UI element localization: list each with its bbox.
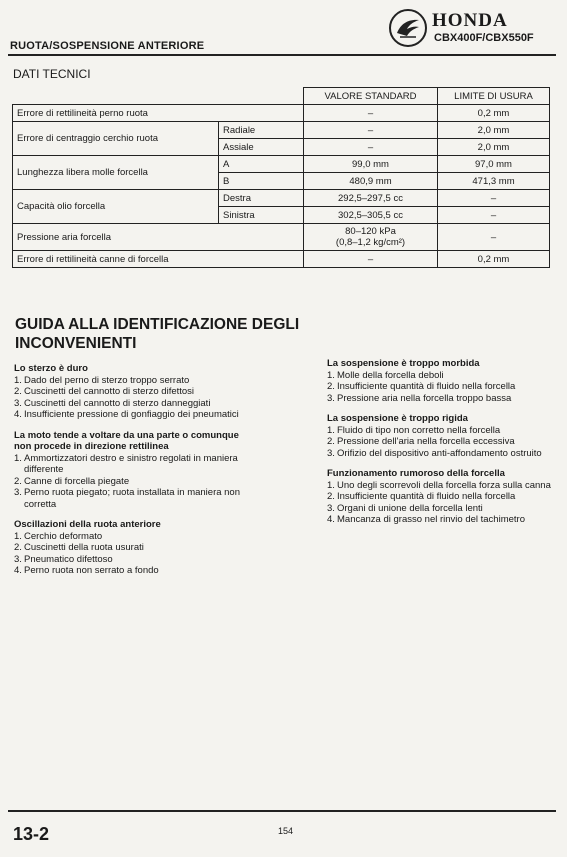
symptom-title: Funzionamento rumoroso della forcella [327,468,505,479]
table-row [13,156,550,173]
cause-text: Pneumatico difettoso [24,553,113,565]
row-limit: – [438,224,550,251]
cause-item [14,453,244,476]
row-sublabel: Assiale [219,139,304,156]
row-sublabel: Radiale [219,122,304,139]
cause-list [14,453,244,511]
row-sublabel: A [219,156,304,173]
cause-text: Orifizio del dispositivo anti-affondamento ostruito [337,447,542,459]
cause-number: 3. [327,447,335,459]
cause-list [327,480,557,526]
cause-item [327,393,557,405]
cause-text: Canne di forcella piegate [24,475,130,487]
cause-number: 2. [327,491,335,502]
cause-text: Perno ruota non serrato a fondo [24,565,159,576]
row-standard: 302,5–305,5 cc [304,207,438,224]
cause-number: 2. [14,542,22,553]
symptom-group [14,430,244,511]
symptom-group [327,413,557,459]
row-standard: 480,9 mm [304,173,438,190]
row-limit: 471,3 mm [438,173,550,190]
specs-table [12,87,550,268]
row-limit: 97,0 mm [438,156,550,173]
cause-item [327,381,557,393]
cause-text: Pressione dell'aria nella forcella eccessiva [337,436,515,447]
cause-number: 1. [327,369,335,381]
cause-text: Cuscinetti del cannotto di sterzo difettosi [24,386,195,397]
col-standard-header: VALORE STANDARD [304,88,438,105]
symptom-group [327,468,557,526]
cause-list [14,375,244,421]
row-standard: 99,0 mm [304,156,438,173]
air-pressure-kpa: 80–120 kPa [345,226,396,237]
table-header-row [13,88,550,105]
row-standard: – [304,122,438,139]
cause-number: 3. [327,392,335,404]
cause-item [327,514,557,526]
table-row [13,105,550,122]
col-limit-header: LIMITE DI USURA [438,88,550,105]
footer-rule [8,810,556,812]
cause-item [14,554,244,566]
symptom-group [14,363,244,421]
cause-item [14,375,244,387]
cause-text: Molle della forcella deboli [337,369,444,381]
cause-number: 2. [14,386,22,397]
row-label: Errore di rettilineità canne di forcella [13,251,304,268]
header-rule [8,54,556,56]
cause-number: 4. [14,409,22,420]
cause-text: Uno degli scorrevoli della forcella forza sulla canna [337,479,551,491]
row-standard: – [304,105,438,122]
cause-item [327,491,557,503]
cause-list [14,531,244,577]
cause-number: 1. [14,374,22,386]
symptom-title: Lo sterzo è duro [14,363,88,374]
symptom-title: La moto tende a voltare da una parte o comunque non procede in direzione rettilinea [14,429,239,452]
cause-text: Pressione aria nella forcella troppo bassa [337,392,512,404]
cause-text: Insufficiente pressione di gonfiaggio dei pneumatici [24,409,239,420]
page-number: 13-2 [13,824,50,844]
cause-item [327,370,557,382]
cause-text: Insufficiente quantità di fluido nella forcella [337,491,516,502]
cause-item [327,425,557,437]
guide-title-line1: GUIDA ALLA IDENTIFICAZIONE DEGLI [15,316,300,333]
cause-item [327,436,557,448]
cause-number: 3. [327,502,335,514]
symptom-title: La sospensione è troppo morbida [327,358,480,369]
specs-title: DATI TECNICI [13,67,91,81]
cause-text: Cuscinetti del cannotto di sterzo danneggiati [24,397,211,409]
cause-item [327,448,557,460]
cause-item [14,542,244,554]
cause-item [14,487,244,510]
row-standard: 292,5–297,5 cc [304,190,438,207]
symptom-group [14,519,244,577]
row-limit: 2,0 mm [438,139,550,156]
symptom-title: Oscillazioni della ruota anteriore [14,519,161,530]
cause-number: 3. [14,397,22,409]
row-limit: – [438,207,550,224]
cause-number: 4. [327,514,335,525]
row-sublabel: Destra [219,190,304,207]
cause-text: Perno ruota piegato; ruota installata in maniera non corretta [24,487,240,510]
cause-number: 3. [14,553,22,565]
row-limit: 0,2 mm [438,251,550,268]
cause-text: Organi di unione della forcella lenti [337,502,483,514]
row-limit: 0,2 mm [438,105,550,122]
cause-item [327,503,557,515]
section-header: RUOTA/SOSPENSIONE ANTERIORE [10,40,205,52]
cause-item [14,531,244,543]
table-row [13,224,550,251]
cause-item [14,398,244,410]
row-label: Lunghezza libera molle forcella [13,156,219,190]
row-limit: 2,0 mm [438,122,550,139]
cause-text: Insufficiente quantità di fluido nella forcella [337,381,516,392]
cause-number: 1. [327,424,335,436]
air-pressure-kgcm2: (0,8–1,2 kg/cm²) [335,237,406,248]
row-label: Capacità olio forcella [13,190,219,224]
table-row [13,251,550,268]
table-row [13,190,550,207]
row-label: Errore di centraggio cerchio ruota [13,122,219,156]
row-standard [304,224,438,251]
row-label: Pressione aria forcella [13,224,304,251]
cause-number: 1. [327,479,335,491]
guide-title-line2: INCONVENIENTI [15,335,137,352]
cause-item [14,565,244,577]
model-name: CBX400F/CBX550F [434,32,534,44]
cause-text: Cerchio deformato [24,530,103,542]
guide-left-column [14,363,244,586]
row-sublabel: Sinistra [219,207,304,224]
brand-name: HONDA [432,10,508,31]
row-standard: – [304,251,438,268]
cause-list [327,370,557,405]
symptom-group [327,358,557,404]
cause-number: 2. [327,436,335,447]
symptom-title: La sospensione è troppo rigida [327,413,468,424]
row-sublabel: B [219,173,304,190]
cause-item [14,386,244,398]
row-label: Errore di rettilineità perno ruota [13,105,304,122]
cause-number: 4. [14,565,22,576]
cause-text: Cuscinetti della ruota usurati [24,542,144,553]
cause-text: Fluido di tipo non corretto nella forcella [337,424,501,436]
row-limit: – [438,190,550,207]
table-row [13,122,550,139]
guide-title [15,315,315,353]
sheet-number: 154 [278,826,294,836]
cause-number: 2. [14,475,22,487]
honda-wing-logo [389,9,427,47]
cause-item [327,480,557,492]
cause-list [327,425,557,460]
cause-number: 3. [14,487,22,498]
guide-right-column [327,358,557,535]
cause-number: 2. [327,381,335,392]
cause-text: Ammortizzatori destro e sinistro regolati in maniera differente [24,452,238,475]
row-standard: – [304,139,438,156]
cause-text: Dado del perno di sterzo troppo serrato [24,374,190,386]
cause-number: 1. [14,452,22,464]
cause-item [14,409,244,421]
cause-item [14,476,244,488]
cause-text: Mancanza di grasso nel rinvio del tachimetro [337,514,525,525]
cause-number: 1. [14,530,22,542]
